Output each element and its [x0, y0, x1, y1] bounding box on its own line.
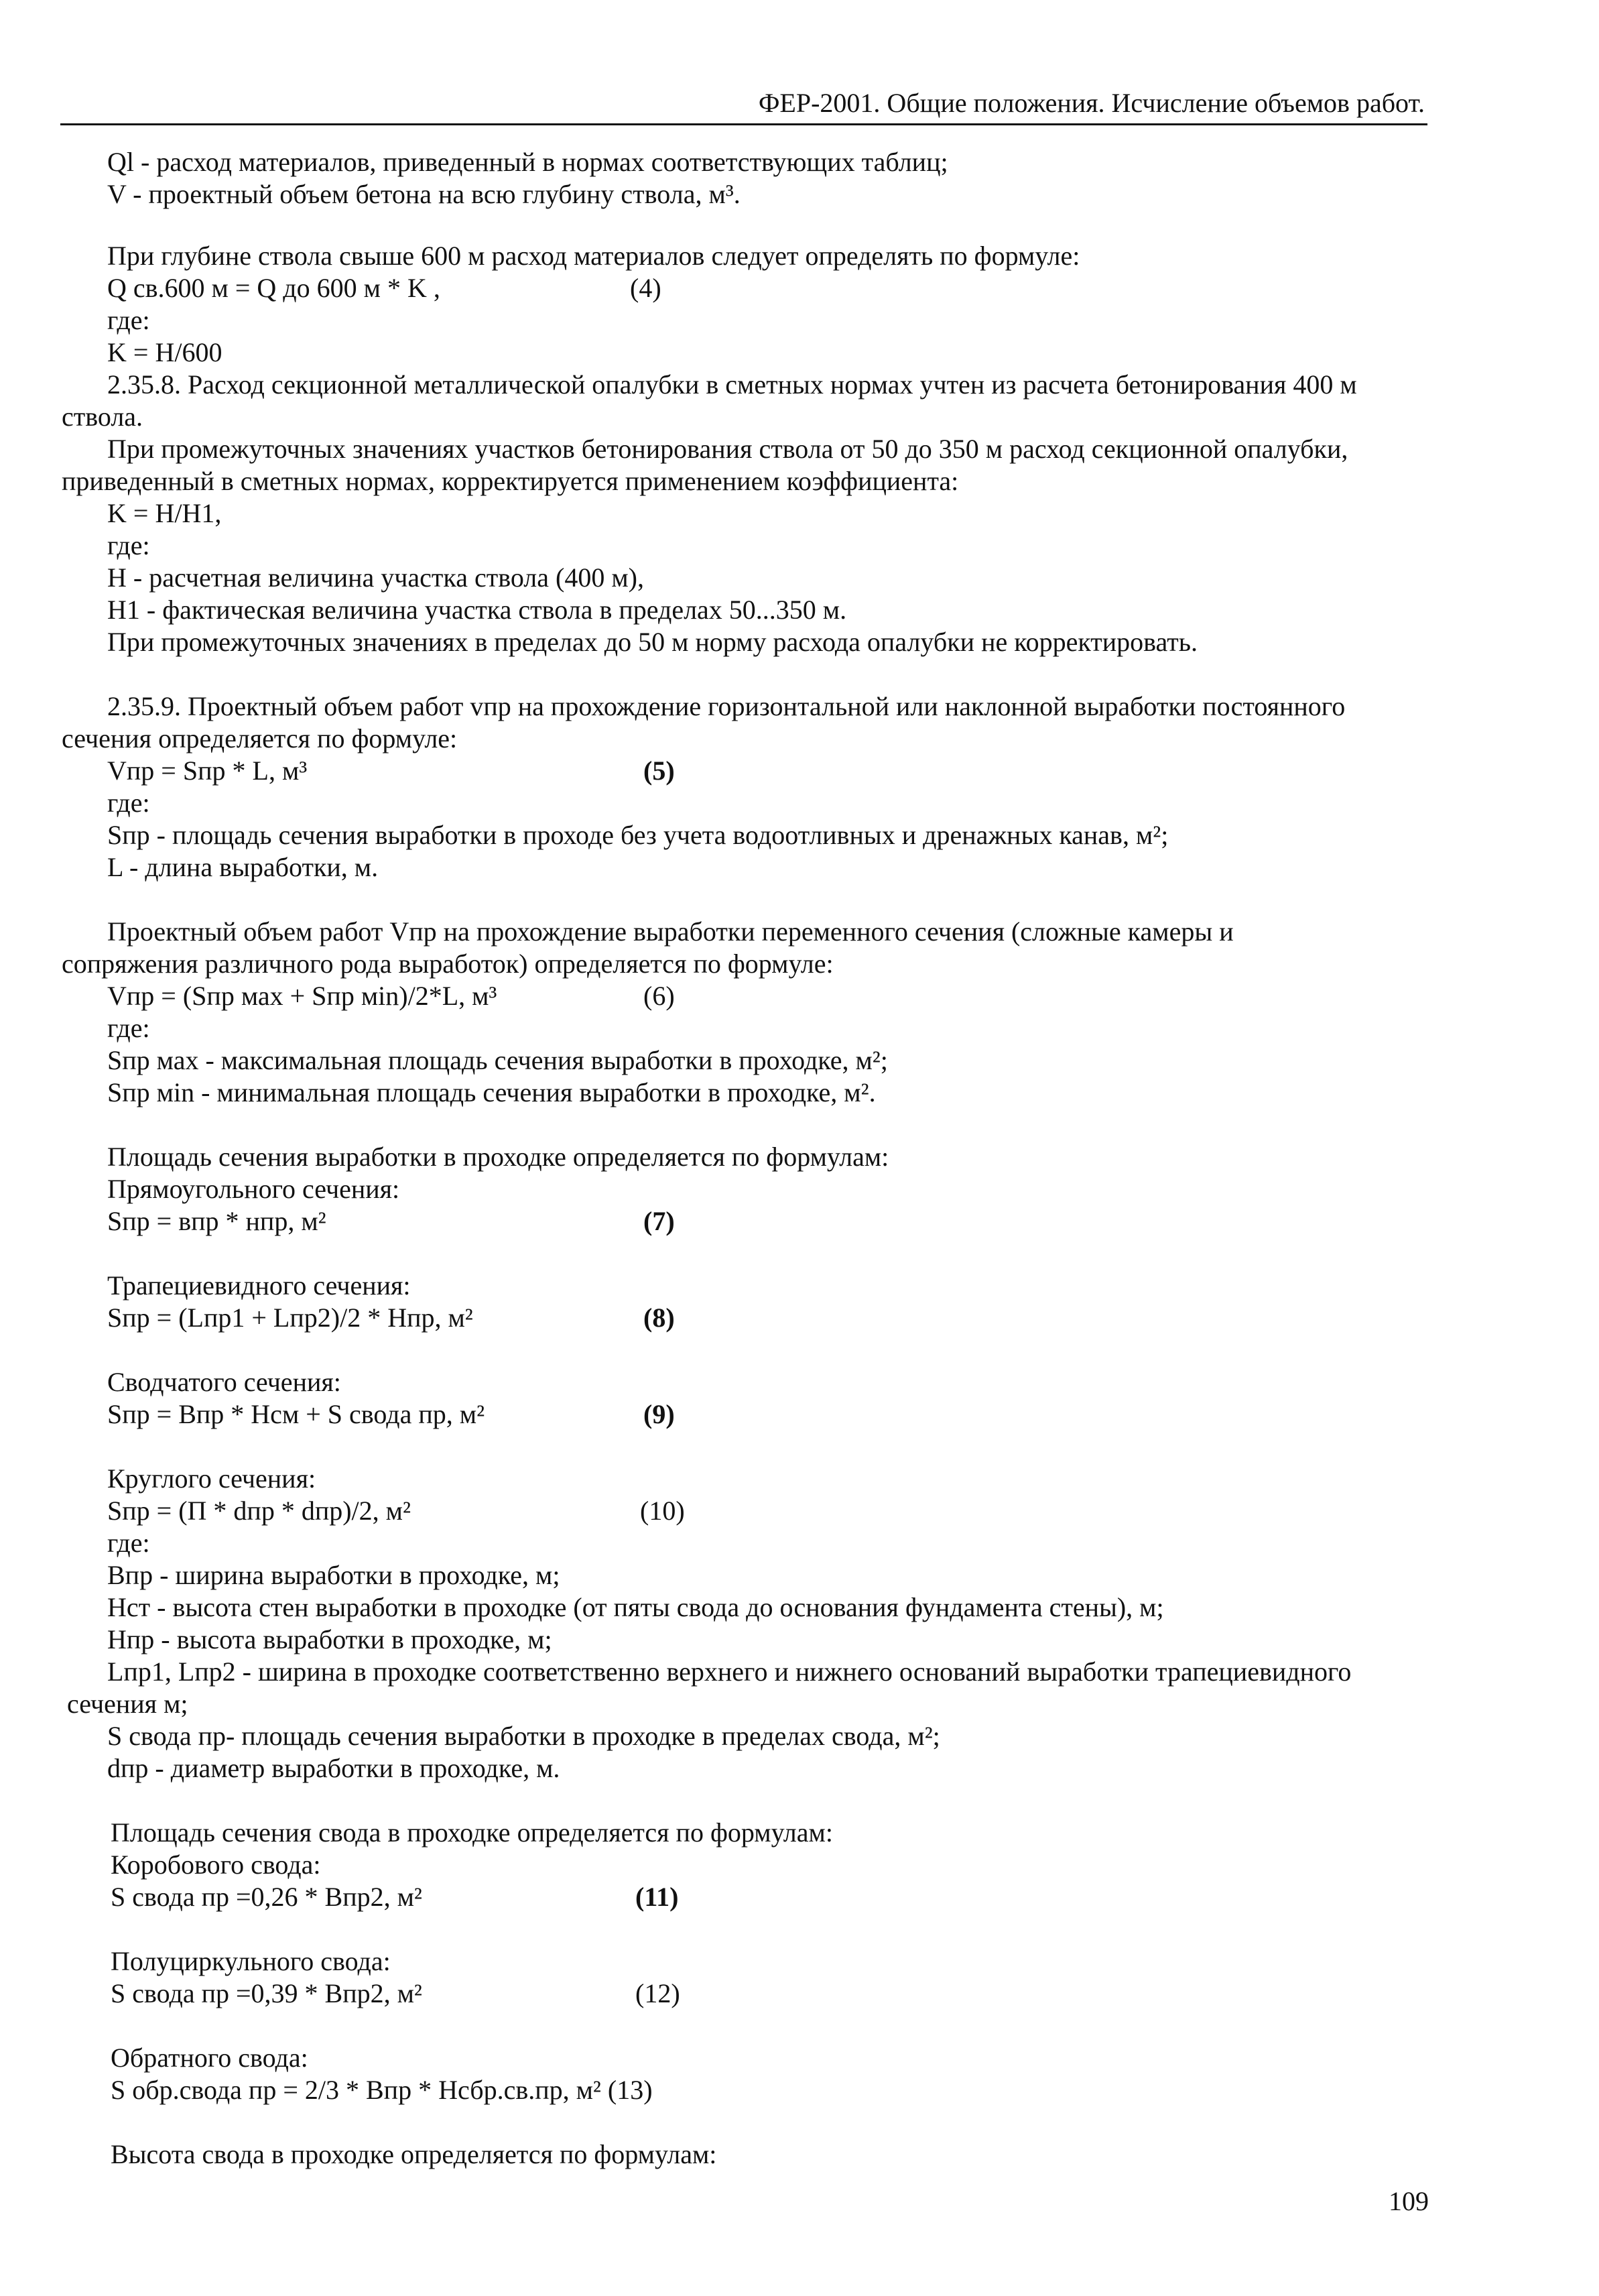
equation-number: (8) — [643, 1303, 675, 1333]
text-line: При промежуточных значениях в пределах до 50 м норму расхода опалубки не корректировать. — [107, 627, 1198, 657]
text-line: При промежуточных значениях участков бетонирования ствола от 50 до 350 м расход секционной опалубки, — [107, 434, 1348, 464]
text-line: Площадь сечения свода в проходке определяется по формулам: — [111, 1817, 833, 1848]
text-line: Полуциркульного свода: — [111, 1946, 391, 1976]
text-line: Высота свода в проходке определяется по формулам: — [111, 2139, 717, 2169]
header-rule — [60, 123, 1427, 125]
text-line: Sпр мin - минимальная площадь сечения выработки в проходке, м². — [107, 1077, 876, 1107]
text-line: где: — [107, 1013, 150, 1043]
page-header: ФЕР-2001. Общие положения. Исчисление объемов работ. — [758, 88, 1425, 118]
text-line: S свода пр- площадь сечения выработки в проходке в пределах свода, м²; — [107, 1721, 940, 1751]
text-line: Lпр1, Lпр2 - ширина в проходке соответственно верхнего и нижнего оснований выработки трапециевидного — [107, 1656, 1352, 1687]
text-line: Hст - высота стен выработки в проходке (от пяты свода до основания фундамента стены), м; — [107, 1592, 1164, 1622]
text-line: Прямоугольного сечения: — [107, 1174, 400, 1204]
text-line: Bпр - ширина выработки в проходке, м; — [107, 1560, 560, 1590]
text-line: dпр - диаметр выработки в проходке, м. — [107, 1753, 560, 1783]
formula-line: K = H/H1, — [107, 498, 222, 528]
text-line: Проектный объем работ Vпр на прохождение выработки переменного сечения (сложные камеры и — [107, 916, 1234, 947]
text-line: Sпр - площадь сечения выработки в проходе без учета водоотливных и дренажных канав, м²; — [107, 820, 1169, 850]
formula-line: Sпр = (П * dпр * dпр)/2, м² — [107, 1496, 411, 1526]
text-line: ствола. — [62, 402, 143, 432]
text-line: 2.35.9. Проектный объем работ vпр на прохождение горизонтальной или наклонной выработки постоянного — [107, 691, 1346, 721]
formula-line: Sпр = впр * нпр, м² — [107, 1206, 326, 1236]
text-line: Трапециевидного сечения: — [107, 1270, 411, 1301]
formula-line: Vпр = (Sпр мах + Sпр мin)/2*L, м³ — [107, 981, 497, 1011]
formula-line: Sпр = Bпр * Hсм + S свода пр, м² — [107, 1399, 485, 1429]
text-line: сопряжения различного рода выработок) определяется по формуле: — [62, 949, 834, 979]
text-line: где: — [107, 530, 150, 560]
text-line: Сводчатого сечения: — [107, 1367, 341, 1397]
equation-number: (5) — [643, 756, 675, 786]
formula-line: S свода пр =0,26 * Bпр2, м² — [111, 1882, 422, 1912]
text-line: приведенный в сметных нормах, корректируется применением коэффициента: — [62, 466, 959, 496]
equation-number: (6) — [643, 981, 675, 1011]
equation-number: (12) — [635, 1978, 680, 2008]
text-line: Площадь сечения выработки в проходке определяется по формулам: — [107, 1142, 889, 1172]
text-line: сечения определяется по формуле: — [62, 723, 458, 753]
equation-number: (10) — [640, 1496, 685, 1526]
text-line: L - длина выработки, м. — [107, 852, 379, 882]
formula-line: K = H/600 — [107, 337, 222, 367]
text-line: 2.35.8. Расход секционной металлической опалубки в сметных нормах учтен из расчета бетонирования 400 м — [107, 369, 1357, 400]
equation-number: (4) — [630, 273, 661, 303]
text-line: где: — [107, 305, 150, 335]
formula-line: Q св.600 м = Q до 600 м * K , — [107, 273, 440, 303]
text-line: При глубине ствола свыше 600 м расход материалов следует определять по формуле: — [107, 241, 1080, 271]
equation-number: (11) — [635, 1882, 679, 1912]
text-line: где: — [107, 1528, 150, 1558]
text-line: V - проектный объем бетона на всю глубину ствола, м³. — [107, 179, 741, 209]
text-line: Круглого сечения: — [107, 1463, 316, 1494]
text-line: Коробового свода: — [111, 1850, 321, 1880]
formula-line: S свода пр =0,39 * Bпр2, м² — [111, 1978, 422, 2008]
text-line: Ql - расход материалов, приведенный в нормах соответствующих таблиц; — [107, 147, 948, 177]
text-line: Sпр мах - максимальная площадь сечения выработки в проходке, м²; — [107, 1045, 888, 1075]
text-line: Обратного свода: — [111, 2043, 308, 2073]
text-line: H - расчетная величина участка ствола (400 м), — [107, 562, 644, 593]
text-line: сечения м; — [67, 1689, 188, 1719]
equation-number: (7) — [643, 1206, 675, 1236]
text-line: H1 - фактическая величина участка ствола в пределах 50...350 м. — [107, 595, 847, 625]
page-number: 109 — [1389, 2186, 1429, 2216]
text-line: Hпр - высота выработки в проходке, м; — [107, 1624, 552, 1654]
formula-line: Vпр = Sпр * L, м³ — [107, 756, 308, 786]
equation-number: (9) — [643, 1399, 675, 1429]
text-line: где: — [107, 788, 150, 818]
formula-line: S обр.свода пр = 2/3 * Bпр * Hсбр.св.пр, м² (13) — [111, 2075, 653, 2105]
formula-line: Sпр = (Lпр1 + Lпр2)/2 * Hпр, м² — [107, 1303, 473, 1333]
